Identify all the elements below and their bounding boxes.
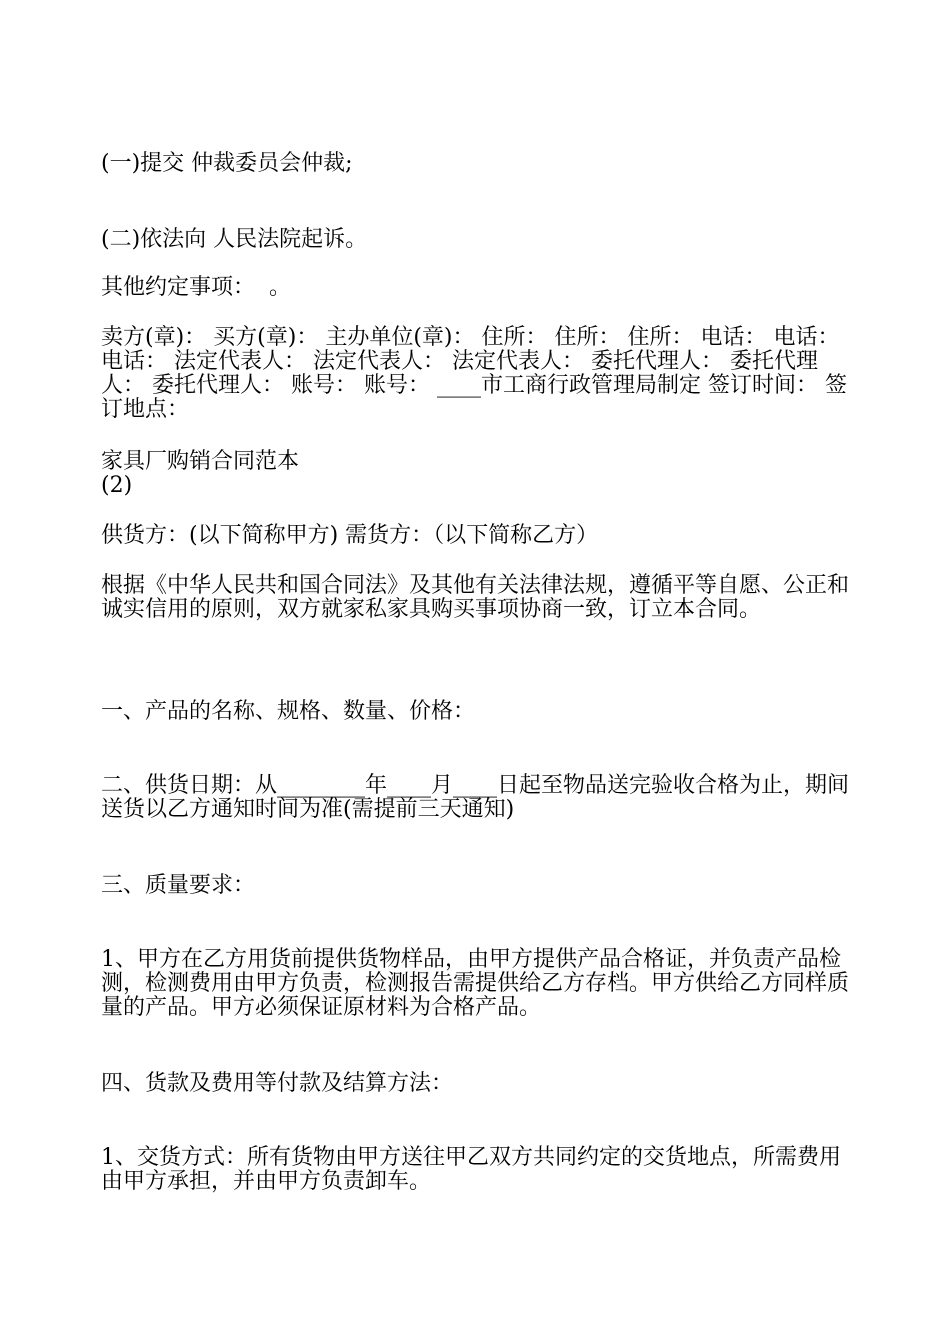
paragraph-section-two: 二、供货日期：从________年____月____日起至物品送完验收合格为止，期间送货以乙方通知时间为准(需提前三天通知) [101,773,850,822]
paragraph-section-one: 一、产品的名称、规格、数量、价格： [101,699,476,724]
paragraph-court: (二)依法向 人民法院起诉。 [101,227,368,252]
paragraph-parties: 供货方：(以下简称甲方) 需货方：（以下简称乙方） [101,523,599,548]
paragraph-other-terms: 其他约定事项： 。 [101,275,291,300]
paragraph-quality-item-1: 1、甲方在乙方用货前提供货物样品，由甲方提供产品合格证，并负责产品检测，检测费用由甲方负责，检测报告需提供给乙方存档。甲方供给乙方同样质量的产品。甲方必须保证原材料为合格产品。 [101,947,850,1020]
paragraph-section-three: 三、质量要求： [101,873,256,898]
paragraph-delivery-item-1: 1、交货方式：所有货物由甲方送往甲乙双方共同约定的交货地点，所需费用由甲方承担，并由甲方负责卸车。 [101,1145,841,1194]
paragraph-signatures: 卖方(章)： 买方(章)： 主办单位(章)： 住所： 住所： 住所： 电话： 电话： 电话： 法定代表人： 法定代表人： 法定代表人： 委托代理人： 委托代理人： 委托代理人： 账号： 账号： ____市工商行政管理局制定 签订时间： 签订地点： [101,325,847,422]
paragraph-title: 家具厂购销合同范本 (2) [101,449,300,498]
paragraph-arbitration: (一)提交 仲裁委员会仲裁; [101,151,353,176]
paragraph-preamble: 根据《中华人民共和国合同法》及其他有关法律法规，遵循平等自愿、公正和诚实信用的原则，双方就家私家具购买事项协商一致，订立本合同。 [101,573,850,622]
paragraph-section-four: 四、货款及费用等付款及结算方法： [101,1071,454,1096]
